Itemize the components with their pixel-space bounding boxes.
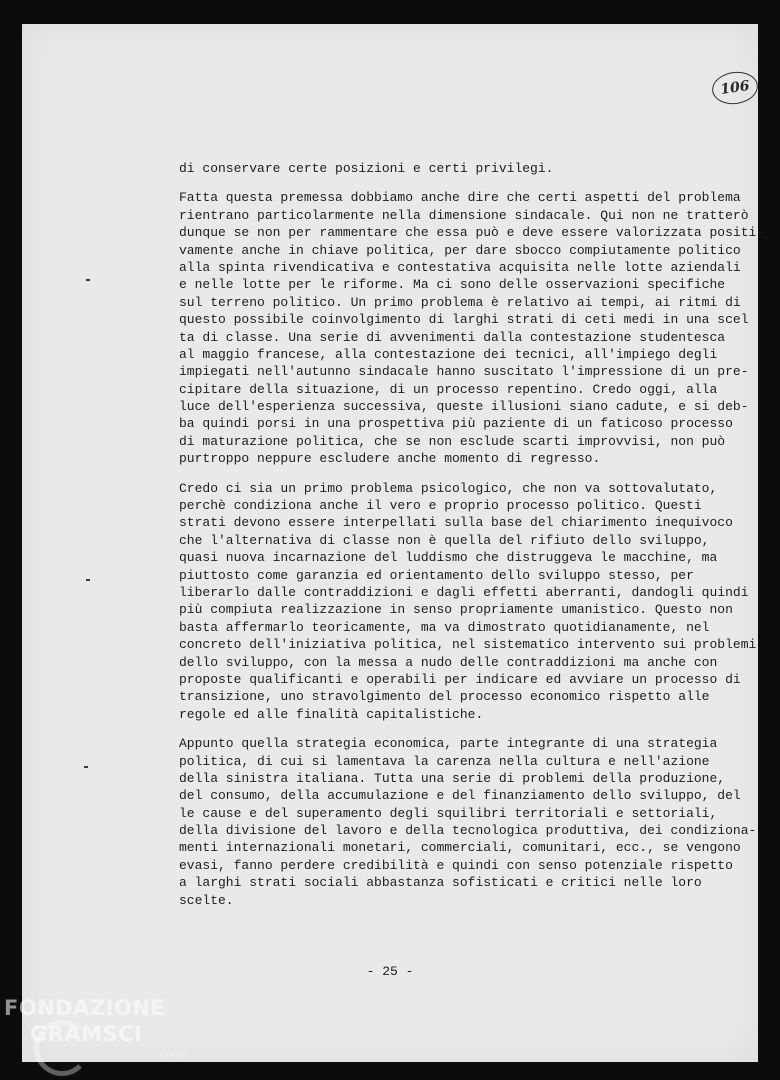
text-line: Fatta questa premessa dobbiamo anche dire che certi aspetti del problema (179, 190, 741, 206)
text-line: basta affermarlo teoricamente, ma va dimostrato quotidianamente, nel (179, 619, 710, 635)
paragraph (179, 735, 757, 909)
text-line: dunque se non per rammentare che essa può e deve essere valorizzata positi- (179, 225, 765, 241)
text-line: Appunto quella strategia economica, parte integrante di una strategia (179, 736, 718, 752)
watermark-line2: GRAMSCI (30, 1022, 143, 1046)
text-line: purtroppo neppure escludere anche momento di regresso. (179, 451, 601, 467)
text-line: e nelle lotte per le riforme. Ma ci sono delle osservazioni specifiche (179, 277, 726, 293)
archive-number-stamp: 106 (710, 69, 760, 107)
margin-mark (86, 579, 90, 581)
text-line: di conservare certe posizioni e certi privilegi. (179, 161, 554, 176)
text-line: della sinistra italiana. Tutta una serie di problemi della produzione, (179, 770, 726, 786)
text-line: perchè condiziona anche il vero e proprio processo politico. Questi (179, 498, 702, 514)
gramsci-logo-icon (34, 1020, 90, 1076)
watermark-onlus: onlus (160, 1050, 187, 1061)
text-line: a larghi strati sociali abbastanza sofisticati e critici nelle loro (179, 875, 702, 891)
text-line: liberarlo dalle contraddizioni e dagli effetti aberranti, dandogli quindi (179, 584, 749, 600)
text-line: le cause e del superamento degli squilibri territoriali e settoriali, (179, 805, 718, 821)
text-line: quasi nuova incarnazione del luddismo che distruggeva le macchine, ma (179, 550, 718, 566)
text-line: al maggio francese, alla contestazione dei tecnici, all'impiego degli (179, 346, 718, 362)
text-line: ta di classe. Una serie di avvenimenti dalla contestazione studentesca (179, 329, 726, 345)
text-line: luce dell'esperienza successiva, queste illusioni siano cadute, e si deb- (179, 399, 749, 415)
paragraph-gap (179, 468, 739, 480)
paragraph-gap (179, 723, 739, 735)
document-body (179, 160, 765, 909)
text-line: scelte. (179, 892, 234, 908)
paragraph (179, 189, 765, 467)
text-line: menti internazionali monetari, commerciali, comunitari, ecc., se vengono (179, 840, 741, 856)
text-line: regole ed alle finalità capitalistiche. (179, 706, 484, 722)
text-line: di maturazione politica, che se non esclude scarti improvvisi, non può (179, 433, 726, 449)
text-line: transizione, uno stravolgimento del processo economico rispetto alle (179, 689, 710, 705)
paragraph (179, 160, 739, 177)
text-line: evasi, fanno perdere credibilità e quindi con senso potenziale rispetto (179, 857, 733, 873)
page-number: - 25 - (366, 964, 414, 979)
text-line: più compiuta realizzazione in senso propriamente umanistico. Questo non (179, 602, 733, 618)
paragraph-gap (179, 177, 739, 189)
text-line: concreto dell'iniziativa politica, nel sistematico intervento sui problemi (179, 637, 757, 653)
fondazione-gramsci-watermark (4, 996, 204, 1076)
text-line: che l'alternativa di classe non è quella del rifiuto dello sviluppo, (179, 532, 710, 548)
text-line: politica, di cui si lamentava la carenza nella cultura e nell'azione (179, 753, 710, 769)
text-line: alla spinta rivendicativa e contestativa acquisita nelle lotte aziendali (179, 259, 741, 275)
watermark-line1: FONDAZIONE (4, 996, 166, 1020)
text-line: ba quindi porsi in una prospettiva più paziente di un faticoso processo (179, 416, 733, 432)
text-line: sul terreno politico. Un primo problema è relativo ai tempi, ai ritmi di (179, 294, 741, 310)
text-line: della divisione del lavoro e della tecnologica produttiva, dei condiziona- (179, 823, 757, 839)
margin-mark (84, 766, 88, 768)
text-line: rientrano particolarmente nella dimensione sindacale. Qui non ne tratterò (179, 207, 749, 223)
text-line: proposte qualificanti e operabili per indicare ed avviare un processo di (179, 671, 741, 687)
text-line: questo possibile coinvolgimento di larghi strati di ceti medi in una scel (179, 312, 749, 328)
text-line: impiegati nell'autunno sindacale hanno suscitato l'impressione di un pre- (179, 364, 749, 380)
text-line: piuttosto come garanzia ed orientamento dello sviluppo stesso, per (179, 567, 694, 583)
paragraph (179, 480, 757, 723)
text-line: del consumo, della accumulazione e del finanziamento dello sviluppo, del (179, 788, 741, 804)
margin-mark (86, 279, 90, 281)
text-line: dello sviluppo, con la messa a nudo delle contraddizioni ma anche con (179, 654, 718, 670)
text-line: Credo ci sia un primo problema psicologico, che non va sottovalutato, (179, 480, 718, 496)
text-line: cipitare della situazione, di un processo repentino. Credo oggi, alla (179, 381, 718, 397)
document-page (22, 24, 765, 1062)
text-line: strati devono essere interpellati sulla base del chiarimento inequivoco (179, 515, 733, 531)
text-line: vamente anche in chiave politica, per dare sbocco compiutamente politico (179, 242, 741, 258)
